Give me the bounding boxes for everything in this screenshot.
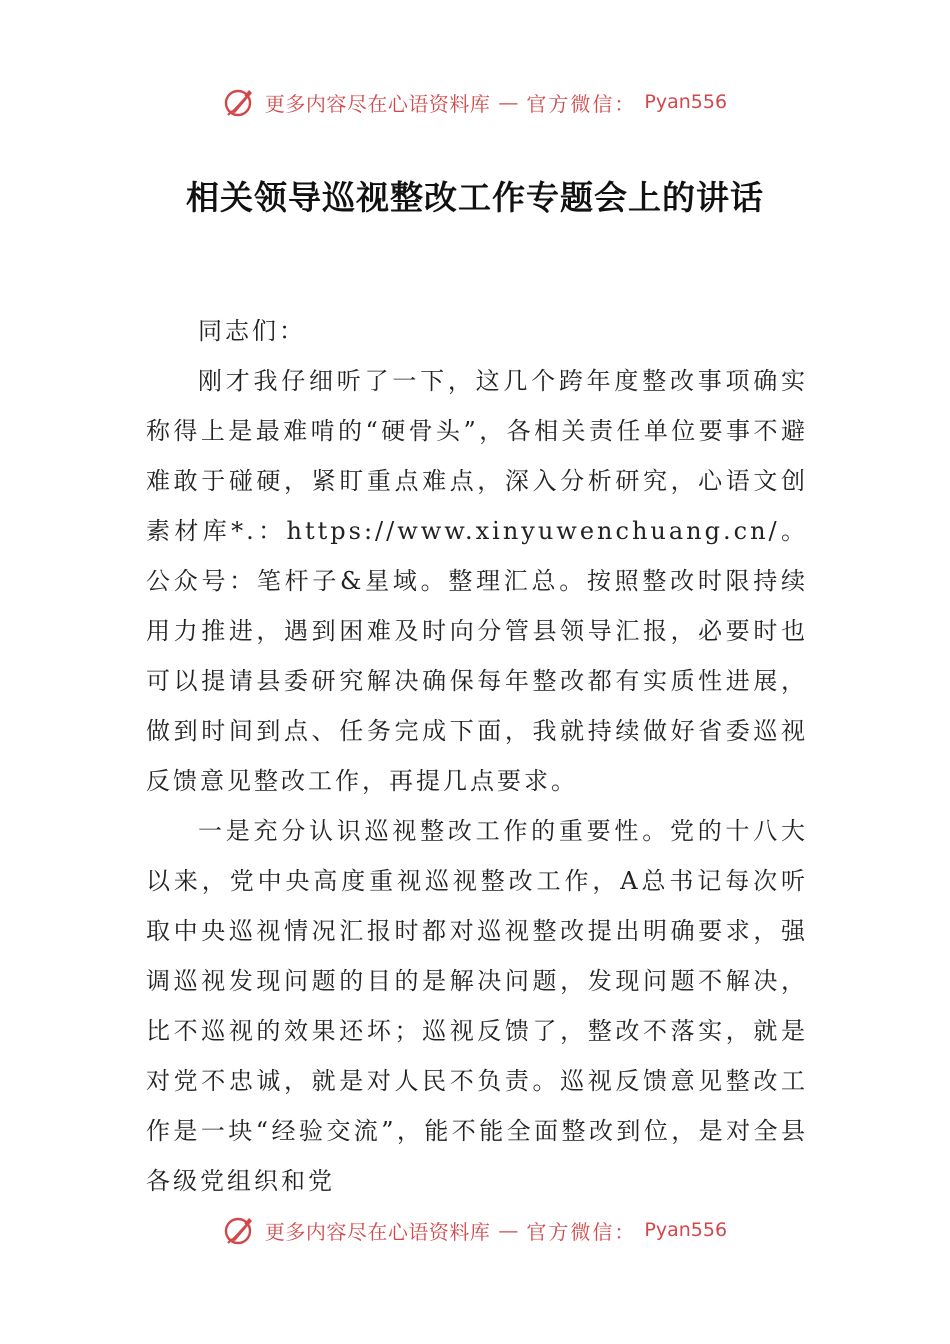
watermark-label: 官方微信： [526, 1219, 637, 1244]
footer-watermark [0, 1210, 950, 1250]
watermark-site-text: 更多内容尽在心语资料库 [264, 91, 491, 116]
watermark-wechat-id: Pyan556 [644, 91, 728, 113]
watermark-site-text: 更多内容尽在心语资料库 [264, 1219, 491, 1244]
watermark-separator: — [498, 90, 519, 114]
header-watermark [0, 82, 950, 122]
paragraph: 刚才我仔细听了一下，这几个跨年度整改事项确实称得上是最难啃的“硬骨头”，各相关责任单位要事不避难敢于碰硬，紧盯重点难点，深入分析研究，心语文创素材库*.：https://www.xinyuwenchuang.cn/。公众号：笔杆子&星域。整理汇总。按照整改时限持续用力推进，遇到困难及时向分管县领导汇报，必要时也可以提请县委研究解决确保每年整改都有实质性进展，做到时间到点、任务完成下面，我就持续做好省委巡视反馈意见整改工作，再提几点要求。 [146, 367, 808, 795]
quill-logo-icon [223, 85, 257, 119]
watermark-wechat-id: Pyan556 [644, 1219, 728, 1241]
paragraph: 一是充分认识巡视整改工作的重要性。党的十八大以来，党中央高度重视巡视整改工作，A总书记每次听取中央巡视情况汇报时都对巡视整改提出明确要求，强调巡视发现问题的目的是解决问题，发现问题不解决，比不巡视的效果还坏；巡视反馈了，整改不落实，就是对党不忠诚，就是对人民不负责。巡视反馈意见整改工作是一块“经验交流”，能不能全面整改到位，是对全县各级党组织和党 [146, 817, 808, 1195]
watermark-separator: — [498, 1218, 519, 1242]
quill-logo-icon [223, 1213, 257, 1247]
document-title: 相关领导巡视整改工作专题会上的讲话 [186, 178, 764, 217]
salutation: 同志们： [198, 317, 306, 345]
watermark-label: 官方微信： [526, 91, 637, 116]
document-body [146, 306, 808, 1206]
